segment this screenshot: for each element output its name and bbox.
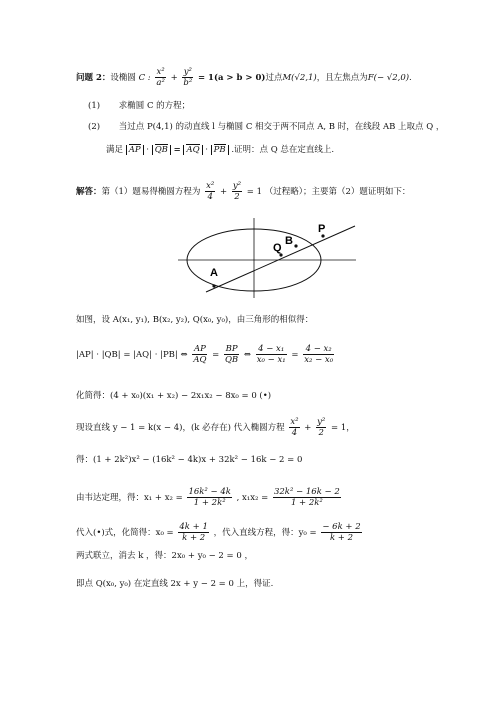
frac-x2: $\frac{\text{4 − x₂}}{\text{x₂ − x₀}}$ <box>304 344 334 365</box>
item-2-cont-suffix: .证明：点 Q 总在定直线上. <box>231 145 335 155</box>
conclusion: 即点 Q(x₀, y₀) 在定直线 2x + y − 2 = 0 上，得证. <box>76 579 274 589</box>
vector-aq: AQ <box>186 145 200 155</box>
vector-pb: PB <box>213 145 226 155</box>
simplified-eq: 化简得：(4 + x₀)(x₁ + x₂) − 2x₁x₂ − 8x₀ = 0 (•) <box>76 391 272 401</box>
frac-y2-2: $\frac{\text{y²}}{2}$ <box>232 181 242 202</box>
equals-sign: = <box>173 145 181 155</box>
line-5-tail: = 1， <box>331 423 355 433</box>
ellipse-eq-tail: = 1(a > b > 0) <box>197 73 266 83</box>
abs-product: |AP| · |QB| = |AQ| · |PB| <box>76 350 178 360</box>
ellipse-name: C : <box>138 73 151 83</box>
solution-line-9 <box>76 550 253 562</box>
item-1-text: 求椭圆 C 的方程； <box>118 101 191 111</box>
problem-item-2-cont <box>106 144 334 156</box>
iff-2: ⇔ <box>243 350 252 360</box>
solution-line-10 <box>76 578 273 590</box>
dot-1: · <box>146 145 149 155</box>
item-2-number: (2) <box>88 122 101 132</box>
plus-sign-2: + <box>220 187 228 197</box>
frac-x0: $\frac{4k + 1}{k + 2}$ <box>179 522 208 543</box>
solution-text-1b: （过程略）；主要第（2）题证明如下： <box>264 187 411 197</box>
problem-text-3: ，且左焦点为 <box>316 73 368 83</box>
plus-sign-3: + <box>304 423 312 433</box>
solution-text-2: 如图，设 A(x₁, y₁), B(x₂, y₂), Q(x₀, y₀)，由三角形的相似得： <box>76 315 314 325</box>
eq-one: = 1 <box>246 187 263 197</box>
problem-text-2: 过点 <box>265 73 283 83</box>
problem-text-1: 设椭圆 <box>110 73 136 83</box>
frac-product: $\frac{\text{32k² − 16k − 2}}{\text{1 + 2k²}}$ <box>273 487 340 508</box>
combined-eq: 两式联立，消去 k ，得：2x₀ + y₀ − 2 = 0 ， <box>76 551 253 561</box>
frac-ap-aq: $\frac{AP}{AQ}$ <box>193 344 207 365</box>
eq-2: = <box>212 350 220 360</box>
eq-3: = <box>291 350 299 360</box>
solution-line-6 <box>76 454 302 466</box>
frac-bp-qb: $\frac{BP}{QB}$ <box>224 344 239 365</box>
line-l <box>206 226 355 292</box>
problem-item-1 <box>88 100 190 112</box>
problem-item-2 <box>88 121 444 133</box>
item-2-cont-prefix: 满足 <box>106 145 124 155</box>
y0-text: ，代入直线方程，得：y₀ = <box>213 528 317 538</box>
point-a-dot <box>212 284 215 287</box>
frac-y2-2-b: $\frac{\text{y²}}{2}$ <box>317 417 326 438</box>
vector-ap: AP <box>128 145 141 155</box>
label-q: Q <box>273 242 282 254</box>
vector-qb: QB <box>154 145 168 155</box>
frac-sum: $\frac{\text{16k² − 4k}}{\text{1 + 2k²}}$ <box>188 487 231 508</box>
dot-2: · <box>205 145 208 155</box>
vieta-text: 由韦达定理，得：x₁ + x₂ = <box>76 493 183 503</box>
solution-line-2 <box>76 314 313 326</box>
frac-x2-a2: $\frac{\text{x²}}{\text{a²}}$ <box>156 67 165 88</box>
item-2-text: 当过点 P(4,1) 的动直线 l 与椭圆 C 相交于两不同点 A, B 时，在线段 AB 上取点 Q ， <box>118 122 445 132</box>
problem-line-1 <box>76 67 412 88</box>
frac-x2-4: $\frac{\text{x²}}{4}$ <box>206 181 215 202</box>
item-1-number: (1) <box>88 101 101 111</box>
frac-x2-4-b: $\frac{\text{x²}}{4}$ <box>290 417 299 438</box>
iff-1: ⇔ <box>180 350 188 360</box>
point-f: F(− √2,0). <box>367 73 412 83</box>
solution-line-4 <box>76 390 271 402</box>
label-b: B <box>285 235 293 247</box>
plus-sign: + <box>170 73 178 83</box>
label-p: P <box>318 223 326 235</box>
solution-text-1a: 第（1）题易得椭圆方程为 <box>101 187 201 197</box>
solution-line-7 <box>76 487 343 508</box>
solution-label: 解答： <box>76 187 102 197</box>
point-b-dot <box>294 244 297 247</box>
frac-y0: $\frac{- 6k + 2}{k + 2}$ <box>322 522 361 543</box>
solution-line-8 <box>76 522 364 543</box>
quadratic-eq: 得：(1 + 2k²)x² − (16k² − 4k)x + 32k² − 16k − 2 = 0 <box>76 455 303 465</box>
line-eq-text: 现设直线 y − 1 = k(x − 4)，(k 必存在) 代入椭圆方程 <box>76 423 285 433</box>
solution-line-1 <box>76 181 410 202</box>
ellipse-figure <box>170 218 360 302</box>
point-m: M(√2,1) <box>282 73 317 83</box>
problem-label: 问题 2： <box>76 73 111 83</box>
label-a: A <box>210 267 218 279</box>
frac-x1: $\frac{\text{4 − x₁}}{\text{x₀ − x₁}}$ <box>256 344 286 365</box>
vieta-product-text: , x₁x₂ = <box>236 493 269 503</box>
x0-text: 代入(•)式，化简得：x₀ = <box>76 528 174 538</box>
frac-y2-b2: $\frac{\text{y²}}{\text{b²}}$ <box>183 67 193 88</box>
solution-line-3 <box>76 344 336 365</box>
solution-line-5 <box>76 417 355 438</box>
